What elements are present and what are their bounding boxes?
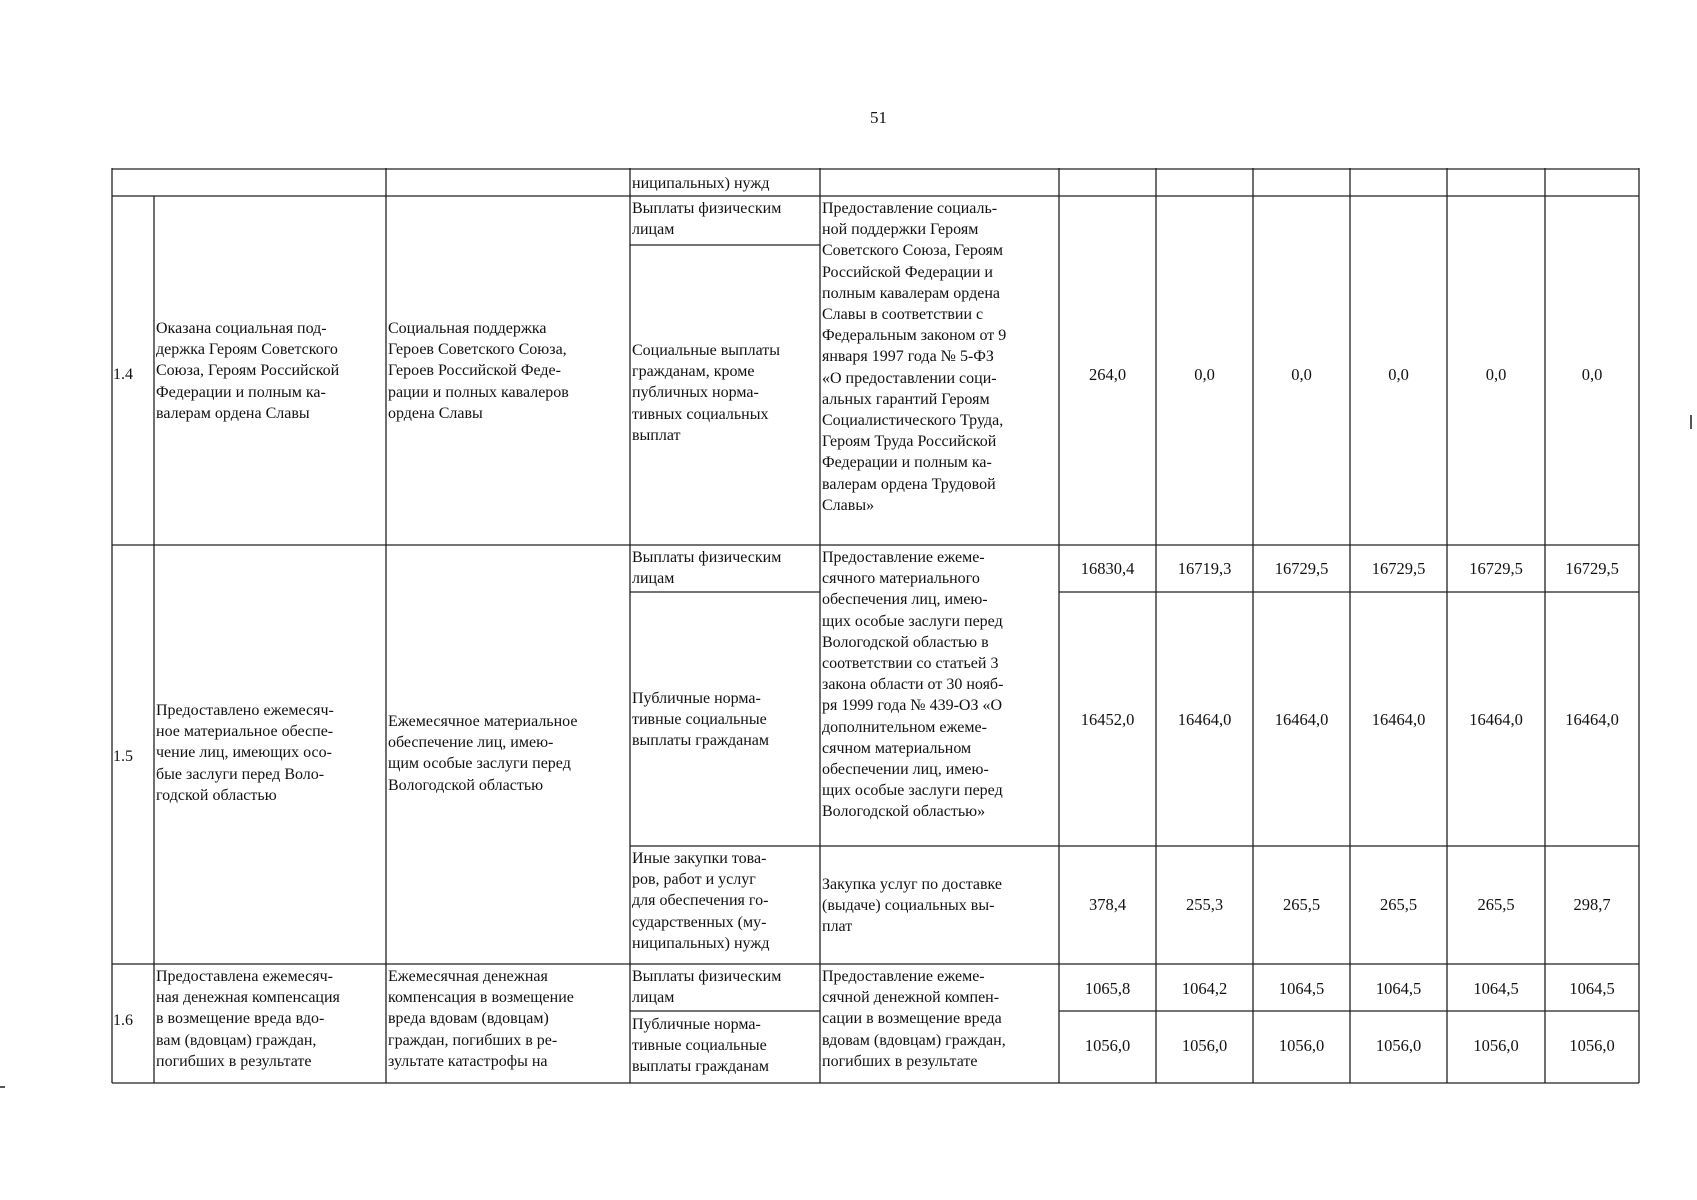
value-cell: 1064,2: [1181, 979, 1228, 998]
row-purpose: Предоставление ежеме- сячного материального обеспечения лиц, имею- щих особые заслуги перед Вологодской областью в соответствии со статьей 3 закона области от 30 нояб- ря 1999 года № 439-ОЗ «О дополнительном ежеме- сячном материальном обеспечении лиц, имею- щих особые заслуги перед Вологодской областью»: [822, 549, 1004, 821]
value-cell: 16464,0: [1565, 710, 1619, 729]
row-result: Оказана социальная под- держка Героям Советского Союза, Героям Российской Федерации и полным ка- валерам ордена Славы: [156, 320, 340, 422]
value-cell: 16452,0: [1080, 710, 1135, 729]
value-cell: 1056,0: [1375, 1036, 1422, 1055]
value-cell: 16830,4: [1080, 559, 1135, 578]
value-cell: 16464,0: [1371, 710, 1426, 729]
page-number: 51: [870, 108, 887, 127]
value-cell: 1064,5: [1569, 979, 1615, 998]
row-measure: Ежемесячное материальное обеспечение лиц, имею- щим особые заслуги перед Вологодской областью: [388, 713, 578, 794]
value-cell: 1064,5: [1278, 979, 1325, 998]
value-cell: 265,5: [1282, 895, 1321, 914]
value-cell: 16729,5: [1371, 559, 1426, 578]
value-cell: 1056,0: [1278, 1036, 1325, 1055]
value-cell: 1056,0: [1473, 1036, 1519, 1055]
value-cell: 1056,0: [1084, 1036, 1131, 1055]
row-number: 1.6: [113, 1012, 133, 1029]
value-cell: 378,4: [1088, 895, 1127, 914]
row-purpose: Предоставление социаль- ной поддержки Героям Советского Союза, Героям Российской Федерации и полным кавалерам ордена Славы в соответствии с Федеральным законом от 9 января 1997 года № 5-ФЗ «О предоставлении соци- альных гарантий Героям Социалистического Труда, Героям Труда Российской Федерации и полным ка- валерам ордена Трудовой Славы»: [822, 200, 1007, 514]
row-payment-type: Выплаты физическим лицам: [632, 549, 782, 588]
value-cell: 1065,8: [1084, 979, 1131, 998]
value-cell: 16729,5: [1565, 559, 1619, 578]
value-cell: 16464,0: [1274, 710, 1329, 729]
value-cell: 16729,5: [1469, 559, 1523, 578]
value-cell: 16464,0: [1177, 710, 1232, 729]
row-number: 1.4: [113, 366, 133, 383]
row-measure: Ежемесячная денежная компенсация в возмещение вреда вдовам (вдовцам) граждан, погибших в ре- зультате катастрофы на: [388, 968, 574, 1070]
scan-mark: [0, 1086, 5, 1088]
row-purpose: Закупка услуг по доставке (выдаче) социальных вы- плат: [822, 876, 1003, 936]
value-cell: 16464,0: [1469, 710, 1523, 729]
value-cell: 265,5: [1477, 895, 1515, 914]
value-cell: 1064,5: [1473, 979, 1519, 998]
value-cell: 0,0: [1388, 365, 1409, 384]
value-cell: 1064,5: [1375, 979, 1422, 998]
scan-mark: [1690, 415, 1692, 429]
value-cell: 0,0: [1581, 365, 1603, 384]
row-result: Предоставлена ежемесяч- ная денежная компенсация в возмещение вреда вдо- вам (вдовцам) граждан, погибших в результате: [156, 968, 340, 1070]
row-number: 1.5: [113, 748, 133, 765]
row-payment-type: Иные закупки това- ров, работ и услуг для обеспечения го- сударственных (му- ниципальных) нужд: [632, 850, 770, 952]
row-purpose: Предоставление ежеме- сячной денежной компен- сации в возмещение вреда вдовам (вдовцам) граждан, погибших в результате: [822, 968, 1006, 1070]
value-cell: 1056,0: [1181, 1036, 1228, 1055]
value-cell: 298,7: [1573, 895, 1611, 914]
row-payment-type: Публичные норма- тивные социальные выплаты гражданам: [632, 690, 770, 750]
row-payment-type: Публичные норма- тивные социальные выплаты гражданам: [632, 1016, 770, 1076]
value-cell: 0,0: [1485, 365, 1507, 384]
value-cell: 255,3: [1185, 895, 1224, 914]
value-cell: 265,5: [1379, 895, 1418, 914]
row-measure: Социальная поддержка Героев Советского Союза, Героев Российской Феде- рации и полных кавалеров ордена Славы: [388, 320, 569, 422]
value-cell: 16729,5: [1274, 559, 1329, 578]
value-cell: 0,0: [1194, 365, 1215, 384]
continued-payment-type: ниципальных) нужд: [632, 175, 770, 192]
value-cell: 264,0: [1088, 365, 1127, 384]
row-payment-type: Выплаты физическим лицам: [632, 968, 782, 1007]
value-cell: 0,0: [1291, 365, 1312, 384]
value-cell: 16719,3: [1177, 559, 1232, 578]
row-payment-type: Социальные выплаты гражданам, кроме публичных норма- тивных социальных выплат: [632, 342, 781, 444]
row-result: Предоставлено ежемесяч- ное материальное обеспе- чение лиц, имеющих осо- бые заслуги перед Воло- годской областью: [156, 702, 334, 804]
value-cell: 1056,0: [1569, 1036, 1615, 1055]
row-payment-type: Выплаты физическим лицам: [632, 200, 782, 239]
